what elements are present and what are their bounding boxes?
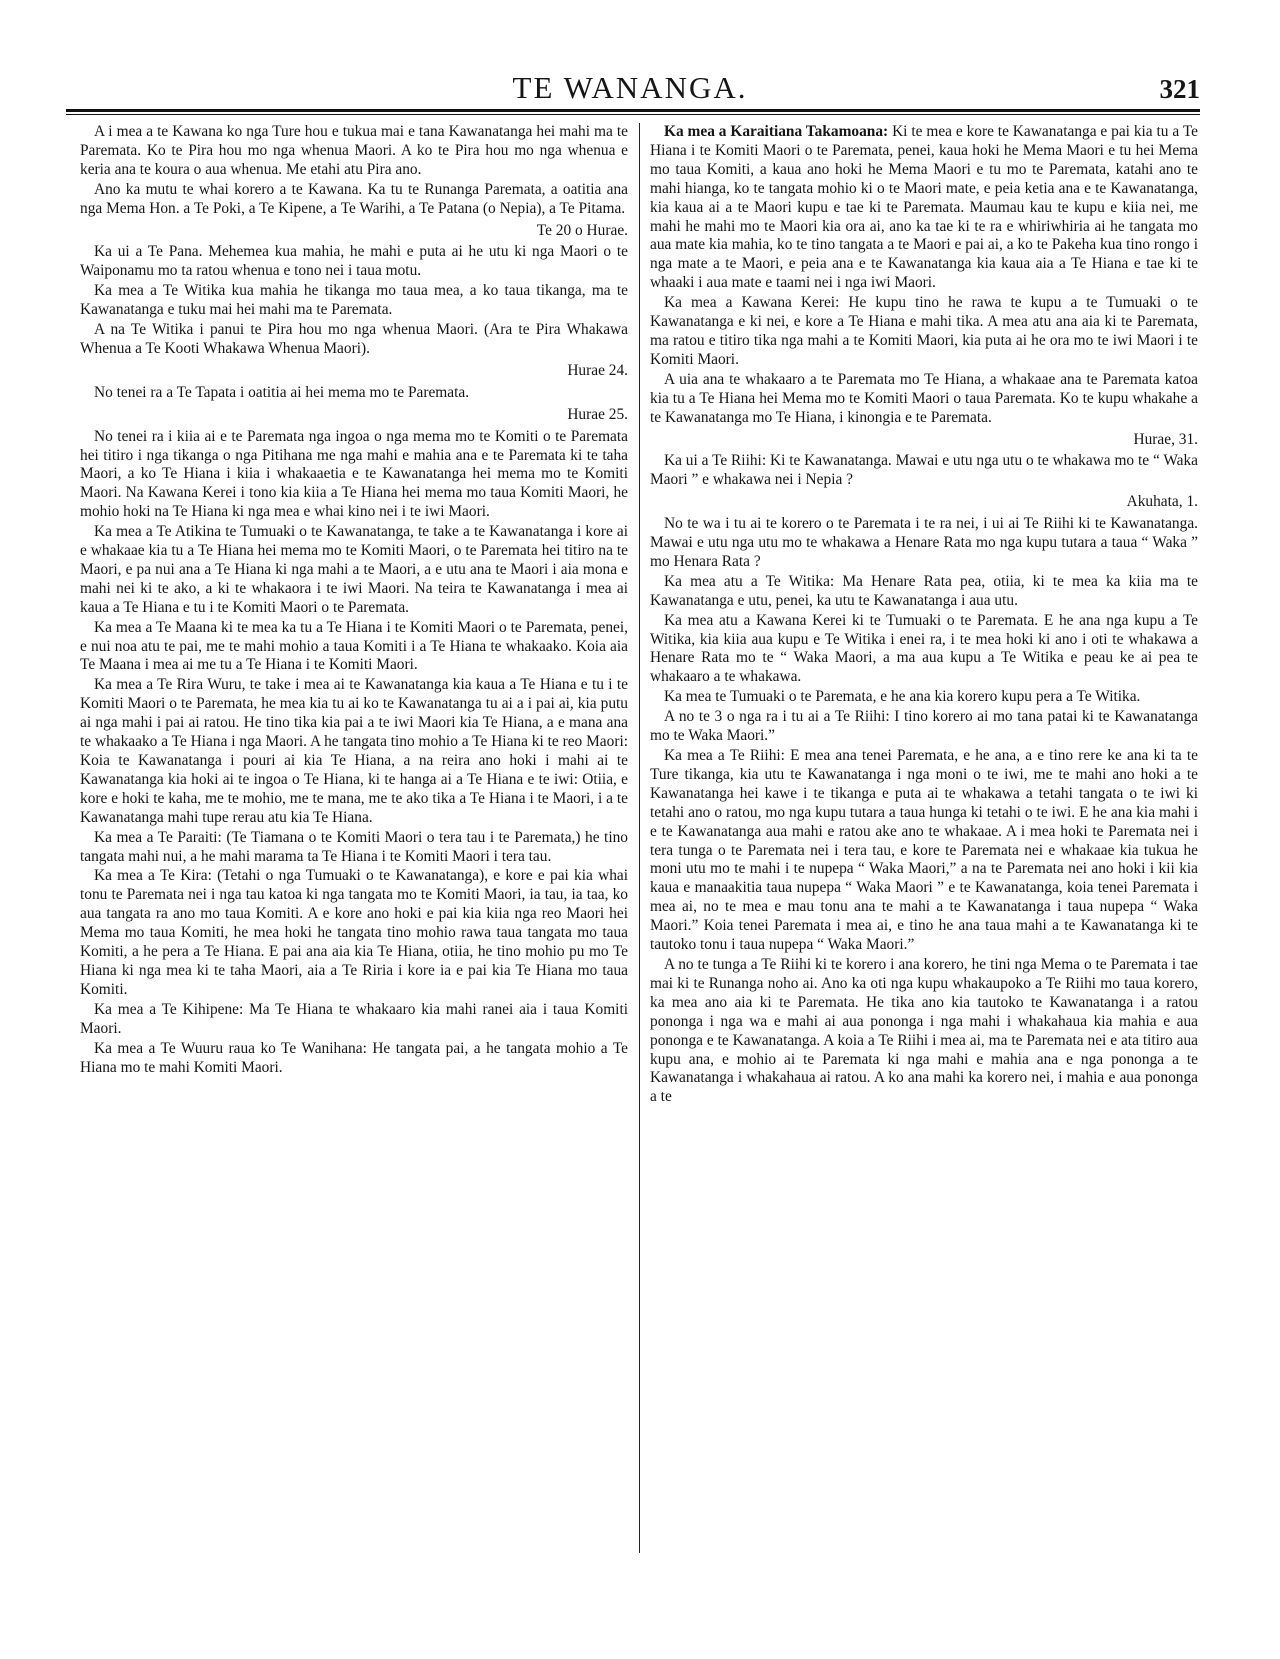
header-rule-thin [66,114,1200,115]
paragraph: A no te 3 o nga ra i tu ai a Te Riihi: I tino korero ai mo tana patai ki te Kawanatanga mo te Waka Maori.” [650,708,1198,745]
paragraph: A na Te Witika i panui te Pira hou mo nga whenua Maori. (Ara te Pira Whakawa Whenua a Te Kooti Whakawa Whenua Maori). [80,321,628,357]
speaker-label: Ka mea a Karaitiana Takamoana: [664,123,889,140]
paragraph: Ka mea atu a Te Witika: Ma Henare Rata pea, otiia, ki te mea ka kiia ma te Kawanatanga e utu, penei, ka utu te Kawanatanga i aua utu. [650,572,1198,609]
header-rule-thick [66,109,1200,112]
page-number: 321 [1159,74,1200,104]
date-line: Akuhata, 1. [1126,493,1198,511]
column-divider [639,123,640,1553]
paragraph: A no te tunga a Te Riihi ki te korero i ana korero, he tini nga Mema o te Paremata i tae mai ki te Runanga noho ai. Ano ka oti nga kupu whakaupoko a Te Riihi mo taua korero, ka mea ano aia ki te Paremata. He tika ano kia tautoko te Kawanatanga i a ratou pononga i nga wa e mahi ai aua pononga i nga mahi i whakahaua kia mahia e aua pononga e te Kawanatanga. A koia a Te Riihi i mea ai, ma te Paremata nei e ata titiro aua kupu ana, e mohio ai te Paremata ki nga mahi e mahia ana e nga pononga a te Kawanatanga i whakahaua ai ratou. A ko ana mahi ka korero nei, i mahia e aua pononga a te [650,955,1198,1106]
paragraph: Ka mea a Te Wuuru raua ko Te Wanihana: He tangata pai, a he tangata mohio a Te Hiana mo te mahi Komiti Maori. [80,1039,628,1076]
paragraph: Ka mea a Te Witika kua mahia he tikanga mo taua mea, a ko taua tikanga, ma te Kawanatanga e tuku mai hei mahi ma te Paremata. [80,282,628,319]
paragraph: No tenei ra a Te Tapata i oatitia ai hei mema mo te Paremata. [94,383,470,401]
paragraph-text: Ki te mea e kore te Kawanatanga e pai kia tu a Te Hiana i te Komiti Maori o te Paremata, penei, kaua hoki he Mema Maori e tu hei Mema mo taua Komiti, a kaua ano hoki he Mema Maori e tu mo te Paremata, katahi ano te mahi hianga, ko te tangata mohio ki o te Maori mate, e peia ketia ana e te Kawanatanga, kia kaua ai a te Maori kupu e tae ki te Paremata. Maumau kau te kupu e kiia nei, me mahi he mahi mo te Maori kia ora ai, ano ka tae ki te ra e whiriwhiria ai he tangata mo aua mate kia mahia, ko te tino tangata a te Maori e pai ai, a ko te Pakeha kua tino rongo i nga mate a te Maori, e peia ana e te Kawanatanga kia kaua aia a Te Hiana e tae ki te whaaki i aua mate e taami nei i nga iwi Maori. [650,123,1198,292]
paragraph: Ka mea te Tumuaki o te Paremata, e he ana kia korero kupu pera a Te Witika. [664,688,1141,706]
paragraph: Ka mea a Kawana Kerei: He kupu tino he rawa te kupu a te Tumuaki o te Kawanatanga e ki nei, e kore a Te Hiana e mahi tika. A mea atu ana aia ki te Paremata, ma ratou e titiro tika nga mahi a te Komiti Maori, kia puta ai he ora mo te iwi Maori i te Komiti Maori. [650,294,1198,368]
paragraph: Ka mea a Te Rira Wuru, te take i mea ai te Kawanatanga kia kaua a Te Hiana e tu i te Komiti Maori o te Paremata, he mea kia tu ai ko te Kawanatanga tu ai a i pai ai, kia putu ai nga mahi i pai ai ratou. He tino tika kia pai a te iwi Maori kia Te Hiana, a e mana ana te whakaako a Te Hiana i nga Maori. A he tangata tino mohio a Te Hiana ki te reo Maori: Koia te Kawanatanga i pouri ai kia Te Hiana, a na reira ano hoki i mahi ai te Kawanatanga kia hoki ai te ingoa o Te Hiana, ki te hanga ai a Te Hiana e te iwi: Otiia, e kore e hoki te kaha, me te mohio, me te mana, me te ako tika a Te Hiana i te Maori, i a te Kawanatanga mahi tupe rerau atu kia Te Hiana. [80,676,628,826]
paragraph: Ka mea a Te Kira: (Tetahi o nga Tumuaki o te Kawanatanga), e kore e pai kia whai tonu te Paremata nei i nga tau katoa ki nga tangata mo te Komiti Maori, ia tau, ia taa, ko aua tangata ra ano mo taua Komiti. A e kore ano hoki e pai kia kiia nga reo Maori hei Mema mo taua Komiti, he mea hoki he tangata tino mohio rawa taua tangata mo taua Komiti, a he pera a Te Hiana. E pai ana aia kia Te Hiana, otiia, he tino mohio pu mo Te Hiana ki nga mea ki te taha Maori, aia a Te Riria i kore ia e pai kia Te Hiana mo taua Komiti. [80,867,628,998]
paragraph: Ka mea a Te Atikina te Tumuaki o te Kawanatanga, te take a te Kawanatanga i kore ai e whakaae kia tu a Te Hiana hei mema mo te Komiti Maori, o te Paremata hei titiro na te Maori, e pa nui ana a Te Hiana ki nga mahi a te Maori, a e utu ana te Maori i aia mona e mahi nei ki te ako, a ki te whakaora i te iwi Maori. Na teira te Kawanatanga i mea ai kaua a Te Hiana e tu i te Komiti Maori o te Paremata. [80,523,628,616]
date-line: Te 20 o Hurae. [536,221,628,239]
paragraph: Ka ui a Te Riihi: Ki te Kawanatanga. Mawai e utu nga utu o te whakawa mo te “ Waka Maori ” e whakawa nei i Nepia ? [650,452,1198,489]
paragraph: Ka mea a Te Riihi: E mea ana tenei Paremata, e he ana, a e tino rere ke ana ki ta te Ture tikanga, kia utu te Kawanatanga i nga moni o te iwi, me te mahi ano hoki a te Kawanatanga hei kawe i te tikanga e puta ai te whakawa a tetahi tangata o te iwi ki tetahi ano o ratou, mo nga kupu tutara a taua hunga ki tetahi o te iwi. E he ana kia mahi i e te Kawanatanga aua mahi e ratou ake ano te whakaae. A i mea hoki te Paremata nei i tera tunga o te Paremata nei i tera tau, e kore te Paremata nei e whakaae kia tukua he moni utu mo te mahi i te nupepa “ Waka Maori,” a na te Paremata nei ano hoki i kii kia kaua e manaakitia taua nupepa “ Waka Maori ” e te Kawanatanga, koia tenei Paremata i mea ai, no te mea e mau tonu ana te mahi a te Kawanatanga i taua nupepa “ Waka Maori.” Koia tenei Paremata i mea ai, e tino he ana taua mahi a te Kawanatanga ki te tautoko tonu i taua nupepa “ Waka Maori.” [650,747,1198,954]
paragraph: Ka mea a Te Maana ki te mea ka tu a Te Hiana i te Komiti Maori o te Paremata, penei, e nui noa atu te pai, me te mahi mohio a taua Komiti i a Te Hiana te whakaako. Koia aia Te Maana i mea ai me tu a Te Hiana i te Komiti Maori. [80,618,628,674]
date-line: Hurae, 31. [1133,430,1198,448]
paragraph: No tenei ra i kiia ai e te Paremata nga ingoa o nga mema mo te Komiti o te Paremata hei titiro i nga tikanga o nga Pitihana me nga mahi e mahia ana e te Paremata ki te taha Maori, a ko Te Hiana i kiia i whakaaetia e te Kawanatanga hei mema mo te Komiti Maori. Na Kawana Kerei i tono kia kiia a Te Hiana hei mema mo taua Komiti Maori, he mohio hoki na Te Hiana ki nga mea e whai kino nei i te iwi Maori. [80,427,628,521]
paragraph: A i mea a te Kawana ko nga Ture hou e tukua mai e tana Kawanatanga hei mahi ma te Paremata. Ko te Pira hou mo nga whenua Maori. A ko te Pira hou mo nga whenua e keria ana te koura o aua whenua. Me etahi atu Pira ano. [80,123,628,178]
paragraph [650,123,1198,293]
paragraph: Ka mea a Te Paraiti: (Te Tiamana o te Komiti Maori o tera tau i te Paremata,) he tino tangata mahi nui, a he mahi marama ta Te Hiana i te Komiti Maori i tera tau. [80,828,628,865]
paragraph: Ka mea a Te Kihipene: Ma Te Hiana te whakaaro kia mahi ranei aia i taua Komiti Maori. [80,1000,628,1037]
page-title: TE WANANGA. [512,70,748,105]
paragraph: Ka mea atu a Kawana Kerei ki te Tumuaki o te Paremata. E he ana nga kupu a Te Witika, kia kiia aua kupu e Te Witika i enei ra, i te mea hoki ki ano i oti te whakawa a Henare Rata mo te “ Waka Maori, a ma aua kupu a Te Witika e peau ke ai pea te whakaaro a te whakawa. [650,611,1198,686]
right-column [650,123,1198,1108]
date-line: Hurae 25. [567,405,628,423]
left-column [80,123,628,1078]
paragraph: Ka ui a Te Pana. Mehemea kua mahia, he mahi e puta ai he utu ki nga Maori o te Waiponamu mo ta ratou whenua e tono nei i taua motu. [80,243,628,280]
date-line: Hurae 24. [567,361,628,379]
paragraph: No te wa i tu ai te korero o te Paremata i te ra nei, i ui ai Te Riihi ki te Kawanatanga. Mawai e utu nga utu mo te whakawa a Henare Rata mo nga kupu tutara a taua “ Waka ” mo Henara Rata ? [650,515,1198,570]
masthead [60,66,1200,112]
paragraph: A uia ana te whakaaro a te Paremata mo Te Hiana, a whakaae ana te Paremata katoa kia tu a Te Hiana hei Mema mo te Komiti Maori o taua Paremata. Ko te kupu whakahe a te Kawanatanga mo Te Hiana, i kinongia e te Paremata. [650,370,1198,426]
paragraph: Ano ka mutu te whai korero a te Kawana. Ka tu te Runanga Paremata, a oatitia ana nga Mema Hon. a Te Poki, a Te Kipene, a Te Warihi, a Te Patana (o Nepia), a Te Pitama. [80,180,628,217]
